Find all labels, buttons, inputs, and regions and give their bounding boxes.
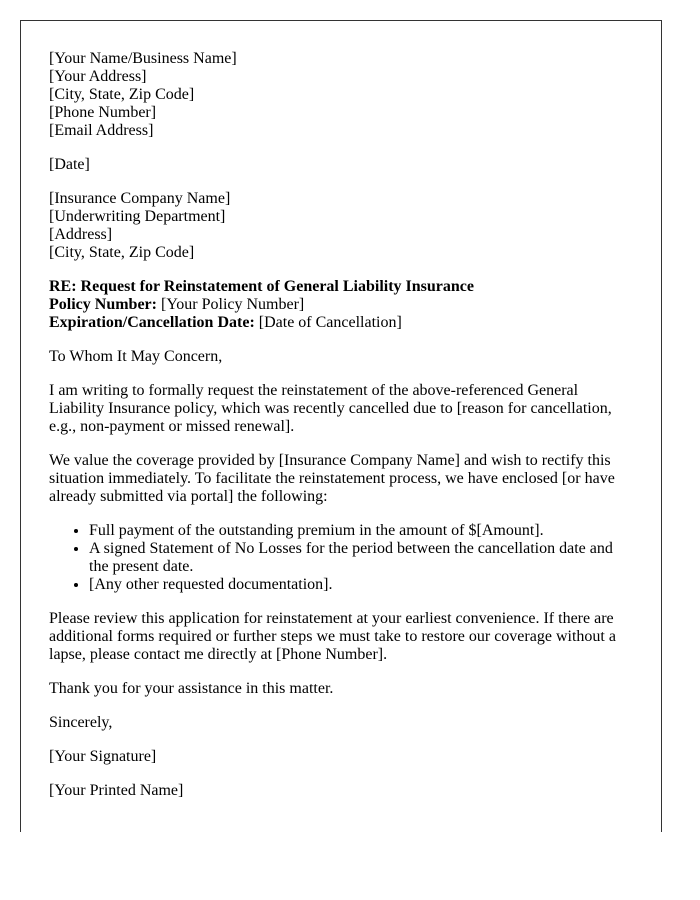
enclosure-item: • Full payment of the outstanding premium in the amount of $[Amount]. [89, 522, 633, 540]
letter-document [20, 20, 662, 832]
valediction: Sincerely, [49, 714, 113, 731]
recipient-address: [Address] [49, 226, 113, 243]
policy-number-line [49, 296, 633, 314]
sender-email: [Email Address] [49, 122, 154, 139]
enclosures-list [49, 522, 633, 594]
salutation: To Whom It May Concern, [49, 348, 223, 365]
sender-name: [Your Name/Business Name] [49, 50, 237, 67]
cancellation-date-line [49, 314, 633, 332]
cancellation-date-value: [Date of Cancellation] [254, 314, 402, 331]
body-paragraph-3: Please review this application for reinstatement at your earliest convenience. If there are additional forms required or further steps we must take to restore our coverage without a lapse, please contact me directly at [Phone Number]. [49, 610, 616, 663]
sender-address-block [49, 50, 633, 140]
cancellation-date-label: Expiration/Cancellation Date: [49, 314, 255, 331]
enclosure-item: • [Any other requested documentation]. [89, 576, 633, 594]
signature-placeholder: [Your Signature] [49, 748, 157, 765]
recipient-department: [Underwriting Department] [49, 208, 226, 225]
recipient-address-block [49, 190, 633, 262]
policy-number-value: [Your Policy Number] [156, 296, 305, 313]
enclosure-item: • A signed Statement of No Losses for the period between the cancellation date and the present date. [89, 540, 633, 576]
subject-line [49, 278, 633, 296]
sender-address: [Your Address] [49, 68, 147, 85]
subject-re-text: RE: Request for Reinstatement of General Liability Insurance [49, 278, 474, 295]
subject-block [49, 278, 633, 332]
body-paragraph-1: I am writing to formally request the reinstatement of the above-referenced General Liability Insurance policy, which was recently cancelled due to [reason for cancellation, e.g., non-payment or missed renewal]. [49, 382, 612, 435]
body-paragraph-4: Thank you for your assistance in this matter. [49, 680, 334, 697]
recipient-company: [Insurance Company Name] [49, 190, 231, 207]
policy-number-label: Policy Number: [49, 296, 157, 313]
letter-date: [Date] [49, 156, 90, 173]
printed-name-placeholder: [Your Printed Name] [49, 782, 184, 799]
recipient-city-state-zip: [City, State, Zip Code] [49, 244, 195, 261]
sender-city-state-zip: [City, State, Zip Code] [49, 86, 195, 103]
body-paragraph-2: We value the coverage provided by [Insurance Company Name] and wish to rectify this situation immediately. To facilitate the reinstatement process, we have enclosed [or have already submitted via portal] the following: [49, 452, 615, 505]
sender-phone: [Phone Number] [49, 104, 157, 121]
